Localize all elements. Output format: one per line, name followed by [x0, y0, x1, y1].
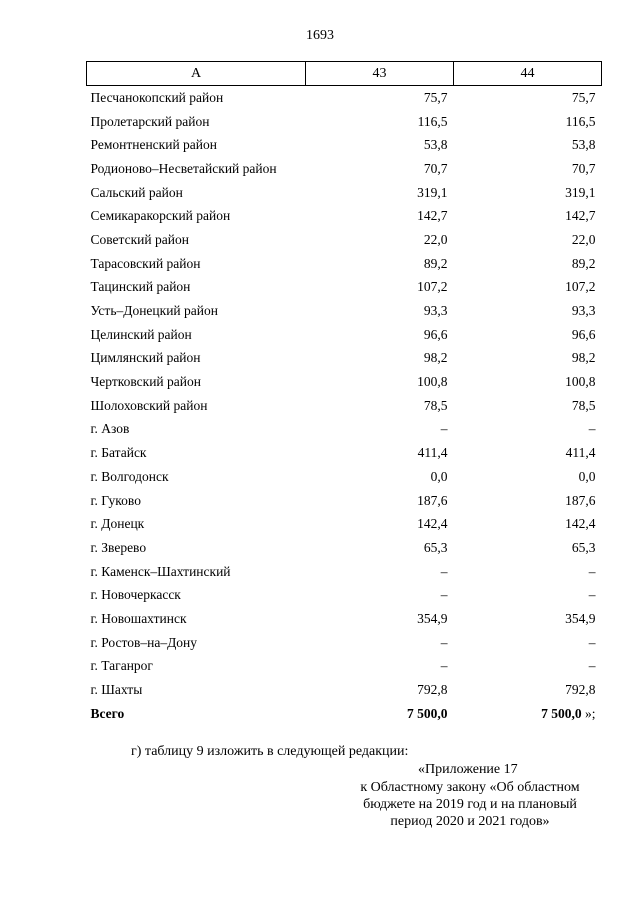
row-value-44-cell: 187,6	[565, 492, 596, 508]
row-name-cell: Целинский район	[90, 326, 192, 342]
row-value-43-cell: 142,7	[417, 208, 448, 224]
row-value-43-cell: 792,8	[417, 682, 448, 698]
header-column-43: 43	[306, 62, 454, 86]
row-name-cell: г. Гуково	[90, 492, 141, 508]
instruction-text: г) таблицу 9 изложить в следующей редакции:	[131, 744, 409, 759]
row-name-cell: г. Ростов–на–Дону	[90, 634, 198, 650]
table-total-row	[87, 702, 602, 726]
row-value-43-cell: 319,1	[417, 184, 448, 200]
row-value-44-cell: 65,3	[571, 539, 596, 555]
row-name-cell: г. Новочеркасск	[90, 587, 181, 603]
row-value-44-cell: 100,8	[565, 374, 596, 390]
row-value-43-cell: 96,6	[423, 326, 448, 342]
row-value-43-cell: 0,0	[430, 468, 448, 484]
row-name-cell: Цимлянский район	[90, 350, 201, 366]
row-value-44-cell: –	[588, 563, 596, 579]
total-value-43: 7 500,0	[407, 705, 448, 721]
appendix-reference-line: период 2020 и 2021 годов»	[390, 814, 550, 829]
row-value-44-cell: 142,4	[565, 516, 596, 532]
row-name-cell: Пролетарский район	[90, 113, 210, 129]
table-row	[87, 276, 602, 300]
row-value-44-cell: 411,4	[565, 445, 596, 461]
table-row	[87, 157, 602, 181]
row-value-43-cell: 142,4	[417, 516, 448, 532]
table-row	[87, 489, 602, 513]
row-name-cell: Чертковский район	[90, 374, 201, 390]
page-number: 1693	[306, 28, 334, 43]
appendix-reference-line: к Областному закону «Об областном	[360, 780, 580, 795]
row-name-cell: Сальский район	[90, 184, 183, 200]
table-row	[87, 323, 602, 347]
total-closing-quote: »;	[581, 705, 596, 721]
row-value-43-cell: 411,4	[417, 445, 448, 461]
row-value-44-cell: 107,2	[565, 279, 596, 295]
row-value-43-cell: 107,2	[417, 279, 448, 295]
table-row	[87, 607, 602, 631]
budget-table	[86, 61, 602, 726]
table-row	[87, 86, 602, 110]
row-name-cell: г. Новошахтинск	[90, 610, 187, 626]
table-row	[87, 512, 602, 536]
row-value-44-cell: 96,6	[571, 326, 596, 342]
row-value-43-cell: 354,9	[417, 610, 448, 626]
row-name-cell: г. Зверево	[90, 539, 147, 555]
row-value-44-cell: –	[588, 658, 596, 674]
row-value-43-cell: 116,5	[417, 113, 448, 129]
row-value-44-cell: –	[588, 634, 596, 650]
row-value-44-cell: 78,5	[571, 397, 596, 413]
table-row	[87, 583, 602, 607]
table-row	[87, 394, 602, 418]
row-value-43-cell: 70,7	[423, 160, 448, 176]
row-value-43-cell: –	[440, 563, 448, 579]
table-row	[87, 252, 602, 276]
table-row	[87, 110, 602, 134]
row-value-44-cell: 93,3	[571, 303, 596, 319]
row-value-43-cell: 22,0	[423, 231, 448, 247]
row-name-cell: Ремонтненский район	[90, 137, 217, 153]
row-name-cell: Родионово–Несветайский район	[90, 160, 277, 176]
row-name-cell: г. Таганрог	[90, 658, 153, 674]
table-row	[87, 347, 602, 371]
row-name-cell: Тацинский район	[90, 279, 191, 295]
table-row	[87, 655, 602, 679]
row-name-cell: Семикаракорский район	[90, 208, 231, 224]
row-value-43-cell: 98,2	[423, 350, 448, 366]
row-name-cell: г. Батайск	[90, 445, 147, 461]
row-value-43-cell: –	[440, 421, 448, 437]
table-row	[87, 465, 602, 489]
row-value-43-cell: –	[440, 587, 448, 603]
table-row	[87, 228, 602, 252]
table-body	[87, 86, 602, 726]
row-value-43-cell: 93,3	[423, 303, 448, 319]
row-value-44-cell: 75,7	[571, 89, 596, 105]
table-row	[87, 204, 602, 228]
row-name-cell: Тарасовский район	[90, 255, 201, 271]
row-name-cell: г. Шахты	[90, 682, 143, 698]
appendix-reference	[330, 779, 610, 830]
row-value-44-cell: 142,7	[565, 208, 596, 224]
row-value-43-cell: –	[440, 634, 448, 650]
table-header-row	[87, 62, 602, 86]
row-value-44-cell: 0,0	[578, 468, 596, 484]
appendix-reference-line: бюджете на 2019 год и на плановый	[363, 797, 577, 812]
total-value-44-cell	[454, 702, 602, 726]
row-value-43-cell: 89,2	[423, 255, 448, 271]
total-value-44: 7 500,0	[541, 705, 582, 721]
total-label: Всего	[90, 705, 125, 721]
row-value-44-cell: 22,0	[571, 231, 596, 247]
row-value-44-cell: –	[588, 587, 596, 603]
table-row	[87, 678, 602, 702]
row-name-cell: г. Азов	[90, 421, 130, 437]
header-column-a: А	[87, 62, 306, 86]
row-value-44-cell: 70,7	[571, 160, 596, 176]
row-name-cell: г. Донецк	[90, 516, 145, 532]
row-value-44-cell: 319,1	[565, 184, 596, 200]
table-row	[87, 299, 602, 323]
row-name-cell: Советский район	[90, 231, 189, 247]
row-value-44-cell: 354,9	[565, 610, 596, 626]
row-value-43-cell: 53,8	[423, 137, 448, 153]
row-value-44-cell: 792,8	[565, 682, 596, 698]
row-value-44-cell: 89,2	[571, 255, 596, 271]
row-value-44-cell: 53,8	[571, 137, 596, 153]
row-value-43-cell: 187,6	[417, 492, 448, 508]
table-row	[87, 631, 602, 655]
row-value-43-cell: –	[440, 658, 448, 674]
appendix-title: «Приложение 17	[418, 762, 518, 777]
row-value-43-cell: 75,7	[423, 89, 448, 105]
row-value-44-cell: 116,5	[565, 113, 596, 129]
row-value-43-cell: 100,8	[417, 374, 448, 390]
table-row	[87, 418, 602, 442]
row-value-43-cell: 78,5	[423, 397, 448, 413]
row-name-cell: г. Каменск–Шахтинский	[90, 563, 231, 579]
header-column-44: 44	[454, 62, 602, 86]
row-value-44-cell: 98,2	[571, 350, 596, 366]
row-name-cell: Шолоховский район	[90, 397, 208, 413]
row-value-44-cell: –	[588, 421, 596, 437]
table-row	[87, 536, 602, 560]
row-name-cell: Усть–Донецкий район	[90, 303, 218, 319]
row-value-43-cell: 65,3	[423, 539, 448, 555]
row-name-cell: Песчанокопский район	[90, 89, 224, 105]
table-row	[87, 441, 602, 465]
table-row	[87, 560, 602, 584]
row-name-cell: г. Волгодонск	[90, 468, 169, 484]
table-row	[87, 370, 602, 394]
table-row	[87, 181, 602, 205]
table-row	[87, 133, 602, 157]
